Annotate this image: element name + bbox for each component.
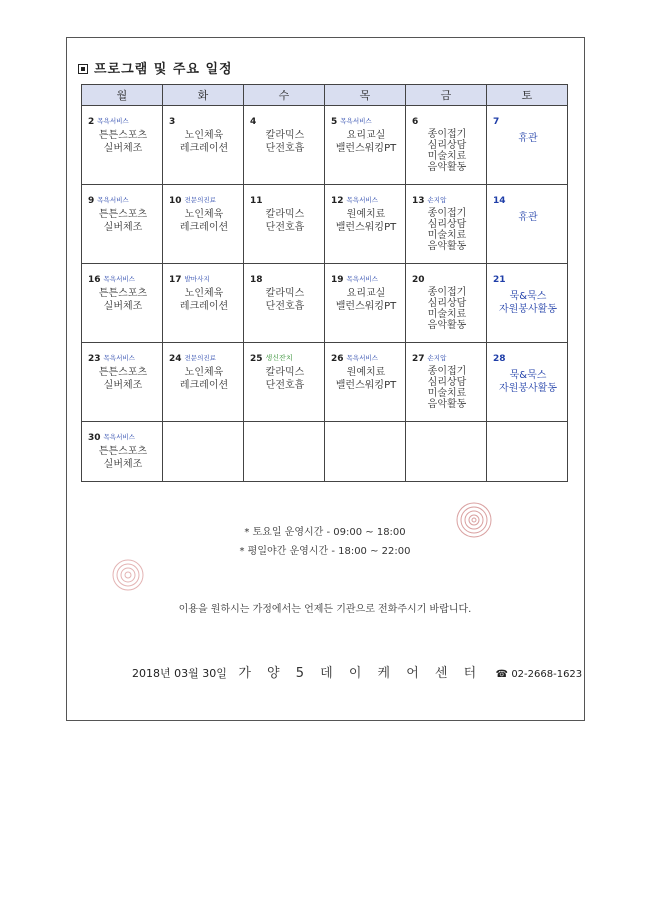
- activity-item: 튼튼스포츠: [98, 130, 148, 141]
- day-cell-header: [493, 267, 563, 286]
- day-cell: [406, 422, 487, 482]
- activity-list: [331, 208, 401, 234]
- activity-item: 튼튼스포츠: [98, 446, 148, 457]
- activity-item: 미술치료: [427, 151, 467, 162]
- day-number: 24: [169, 354, 182, 364]
- day-cell-header: [88, 267, 158, 286]
- weekday-header: 월: [82, 85, 163, 106]
- day-cell-header: [169, 346, 239, 365]
- day-cell: [244, 185, 325, 264]
- day-cell-header: [412, 188, 482, 207]
- day-cell: [244, 264, 325, 343]
- week-row: [82, 343, 568, 422]
- day-event-tag: 전문의진료: [184, 196, 216, 204]
- activity-item: 칼라믹스: [265, 209, 305, 220]
- activity-item: 노인체육: [184, 288, 224, 299]
- day-cell-header: [412, 109, 482, 128]
- day-cell: [82, 264, 163, 343]
- day-number: 18: [250, 275, 263, 285]
- day-number: 20: [412, 275, 425, 285]
- day-event-tag: 목욕서비스: [346, 275, 378, 283]
- activity-list: [331, 366, 401, 392]
- activity-item: 밸런스워킹PT: [335, 301, 397, 312]
- day-cell: [244, 106, 325, 185]
- activity-item: 튼튼스포츠: [98, 288, 148, 299]
- activity-list: [250, 208, 320, 234]
- day-number: 30: [88, 433, 101, 443]
- day-cell-header: [412, 346, 482, 365]
- day-cell: [406, 343, 487, 422]
- day-cell: [244, 422, 325, 482]
- activity-item: 미술치료: [427, 309, 467, 320]
- day-cell-header: [412, 267, 482, 286]
- section-title: 프로그램 및 주요 일정: [78, 58, 233, 77]
- activity-item: 노인체육: [184, 209, 224, 220]
- activity-item: 밸런스워킹PT: [335, 143, 397, 154]
- day-number: 26: [331, 354, 344, 364]
- activity-item: 노인체육: [184, 130, 224, 141]
- day-number: 9: [88, 196, 95, 206]
- day-number: 12: [331, 196, 344, 206]
- weekday-header: 토: [487, 85, 568, 106]
- weekday-night-hours-note: * 평일야간 운영시간 - 18:00 ~ 22:00: [239, 546, 411, 557]
- activity-item: 단전호흡: [265, 301, 305, 312]
- activity-item: 레크레이션: [179, 143, 229, 154]
- day-number: 28: [493, 354, 506, 364]
- activity-item: 묵&묵스: [509, 370, 547, 381]
- day-cell-header: [250, 267, 320, 286]
- activity-item: 음악활동: [427, 399, 467, 410]
- weekday-header: 목: [325, 85, 406, 106]
- day-cell: [325, 106, 406, 185]
- activity-list: [169, 287, 239, 313]
- day-cell-header: [88, 425, 158, 444]
- activity-item: 실버체조: [103, 143, 143, 154]
- activity-list: [412, 287, 482, 331]
- activity-item: 원예치료: [346, 367, 386, 378]
- activity-item: 밸런스워킹PT: [335, 380, 397, 391]
- activity-list: [412, 129, 482, 173]
- activity-item: 음악활동: [427, 162, 467, 173]
- activity-item: 튼튼스포츠: [98, 367, 148, 378]
- activity-item: 노인체육: [184, 367, 224, 378]
- activity-list: [88, 129, 158, 155]
- activity-item: 음악활동: [427, 320, 467, 331]
- day-cell: [82, 185, 163, 264]
- activity-item: 칼라믹스: [265, 288, 305, 299]
- day-number: 11: [250, 196, 263, 206]
- day-cell: [163, 264, 244, 343]
- day-cell: [82, 422, 163, 482]
- activity-item: 밸런스워킹PT: [335, 222, 397, 233]
- week-row: [82, 106, 568, 185]
- day-cell: [163, 185, 244, 264]
- contact-message: 이용을 원하시는 가정에서는 언제든 기관으로 전화주시기 바랍니다.: [178, 604, 472, 615]
- day-cell-header: [88, 188, 158, 207]
- day-number: 25: [250, 354, 263, 364]
- activity-list: [331, 129, 401, 155]
- activity-item: 심리상담: [427, 140, 467, 151]
- day-cell: [406, 106, 487, 185]
- day-number: 23: [88, 354, 101, 364]
- day-event-tag: 목욕서비스: [103, 354, 135, 362]
- activity-item: 요리교실: [346, 130, 386, 141]
- day-number: 13: [412, 196, 425, 206]
- day-cell-header: [493, 346, 563, 365]
- day-cell-header: [331, 188, 401, 207]
- day-cell: [163, 422, 244, 482]
- activity-item: 실버체조: [103, 459, 143, 470]
- day-cell-header: [250, 346, 320, 365]
- activity-item: 단전호흡: [265, 222, 305, 233]
- activity-item: 실버체조: [103, 301, 143, 312]
- activity-item: 미술치료: [427, 388, 467, 399]
- day-event-tag: 목욕서비스: [103, 433, 135, 441]
- activity-item: 미술치료: [427, 230, 467, 241]
- day-number: 17: [169, 275, 182, 285]
- day-cell-header: [169, 188, 239, 207]
- activity-list: [493, 290, 563, 316]
- activity-item: 휴관: [518, 212, 538, 223]
- day-number: 3: [169, 117, 176, 127]
- day-number: 2: [88, 117, 95, 127]
- day-cell: [244, 343, 325, 422]
- day-cell-header: [250, 188, 320, 207]
- activity-item: 심리상담: [427, 377, 467, 388]
- day-cell: [406, 185, 487, 264]
- day-event-tag: 손지압: [427, 196, 447, 204]
- saturday-hours-note: * 토요일 운영시간 - 09:00 ~ 18:00: [244, 527, 406, 538]
- week-row: [82, 185, 568, 264]
- activity-item: 원예치료: [346, 209, 386, 220]
- day-event-tag: 목욕서비스: [346, 354, 378, 362]
- phone-number: ☎ 02-2668-1623: [495, 669, 583, 680]
- activity-list: [250, 287, 320, 313]
- day-cell-header: [250, 109, 320, 128]
- day-cell: [487, 422, 568, 482]
- activity-item: 레크레이션: [179, 380, 229, 391]
- day-number: 4: [250, 117, 257, 127]
- activity-item: 음악활동: [427, 241, 467, 252]
- day-cell: [487, 106, 568, 185]
- activity-item: 종이접기: [427, 287, 467, 298]
- activity-list: [250, 129, 320, 155]
- day-event-tag: 전문의진료: [184, 354, 216, 362]
- day-cell-header: [331, 267, 401, 286]
- schedule-calendar: [81, 84, 568, 482]
- activity-item: 심리상담: [427, 298, 467, 309]
- day-cell: [487, 185, 568, 264]
- day-cell-header: [88, 109, 158, 128]
- day-cell-header: [331, 109, 401, 128]
- activity-list: [493, 211, 563, 224]
- activity-item: 묵&묵스: [509, 291, 547, 302]
- activity-item: 레크레이션: [179, 301, 229, 312]
- activity-list: [88, 366, 158, 392]
- activity-item: 자원봉사활동: [499, 383, 557, 394]
- day-cell: [325, 422, 406, 482]
- day-cell: [487, 343, 568, 422]
- activity-list: [169, 366, 239, 392]
- day-cell-header: [493, 188, 563, 207]
- day-cell: [325, 185, 406, 264]
- day-cell: [325, 264, 406, 343]
- day-cell-header: [169, 267, 239, 286]
- weekday-header: 수: [244, 85, 325, 106]
- day-number: 19: [331, 275, 344, 285]
- activity-list: [412, 208, 482, 252]
- day-cell-header: [88, 346, 158, 365]
- day-event-tag: 목욕서비스: [103, 275, 135, 283]
- day-cell-header: [331, 346, 401, 365]
- day-event-tag: 목욕서비스: [97, 196, 129, 204]
- activity-list: [169, 208, 239, 234]
- center-name: 가 양 5 데 이 케 어 센 터: [238, 666, 483, 681]
- activity-list: [250, 366, 320, 392]
- activity-item: 종이접기: [427, 366, 467, 377]
- day-event-tag: 손지압: [427, 354, 447, 362]
- square-bullet-icon: [78, 64, 88, 74]
- day-number: 16: [88, 275, 101, 285]
- day-cell-header: [169, 109, 239, 128]
- day-number: 21: [493, 275, 506, 285]
- activity-item: 자원봉사활동: [499, 304, 557, 315]
- week-row: [82, 264, 568, 343]
- day-number: 6: [412, 117, 419, 127]
- activity-item: 종이접기: [427, 208, 467, 219]
- activity-list: [88, 208, 158, 234]
- day-cell: [163, 343, 244, 422]
- day-event-tag: 목욕서비스: [97, 117, 129, 125]
- activity-item: 단전호흡: [265, 380, 305, 391]
- swirl-decoration-icon: [110, 557, 146, 593]
- day-event-tag: 생신잔치: [265, 354, 293, 362]
- day-number: 27: [412, 354, 425, 364]
- phone-icon: ☎: [495, 669, 509, 680]
- activity-list: [331, 287, 401, 313]
- activity-item: 휴관: [518, 133, 538, 144]
- week-row: [82, 422, 568, 482]
- activity-item: 레크레이션: [179, 222, 229, 233]
- day-number: 7: [493, 117, 500, 127]
- day-cell: [82, 106, 163, 185]
- activity-item: 튼튼스포츠: [98, 209, 148, 220]
- activity-item: 실버체조: [103, 380, 143, 391]
- day-cell-header: [493, 109, 563, 128]
- day-cell: [163, 106, 244, 185]
- activity-item: 칼라믹스: [265, 367, 305, 378]
- activity-item: 심리상담: [427, 219, 467, 230]
- issue-date: 2018년 03월 30일: [132, 667, 227, 680]
- day-number: 5: [331, 117, 338, 127]
- activity-item: 요리교실: [346, 288, 386, 299]
- activity-list: [493, 132, 563, 145]
- day-cell: [82, 343, 163, 422]
- weekday-header-row: [82, 85, 568, 106]
- activity-item: 칼라믹스: [265, 130, 305, 141]
- activity-list: [412, 366, 482, 410]
- day-number: 10: [169, 196, 182, 206]
- day-cell: [325, 343, 406, 422]
- day-event-tag: 목욕서비스: [340, 117, 372, 125]
- activity-item: 단전호흡: [265, 143, 305, 154]
- activity-item: 실버체조: [103, 222, 143, 233]
- activity-list: [493, 369, 563, 395]
- weekday-header: 금: [406, 85, 487, 106]
- day-cell: [406, 264, 487, 343]
- weekday-header: 화: [163, 85, 244, 106]
- day-event-tag: 발마사지: [184, 275, 210, 283]
- footer: [132, 662, 582, 681]
- activity-item: 종이접기: [427, 129, 467, 140]
- activity-list: [88, 445, 158, 471]
- day-number: 14: [493, 196, 506, 206]
- activity-list: [169, 129, 239, 155]
- day-cell: [487, 264, 568, 343]
- day-event-tag: 목욕서비스: [346, 196, 378, 204]
- activity-list: [88, 287, 158, 313]
